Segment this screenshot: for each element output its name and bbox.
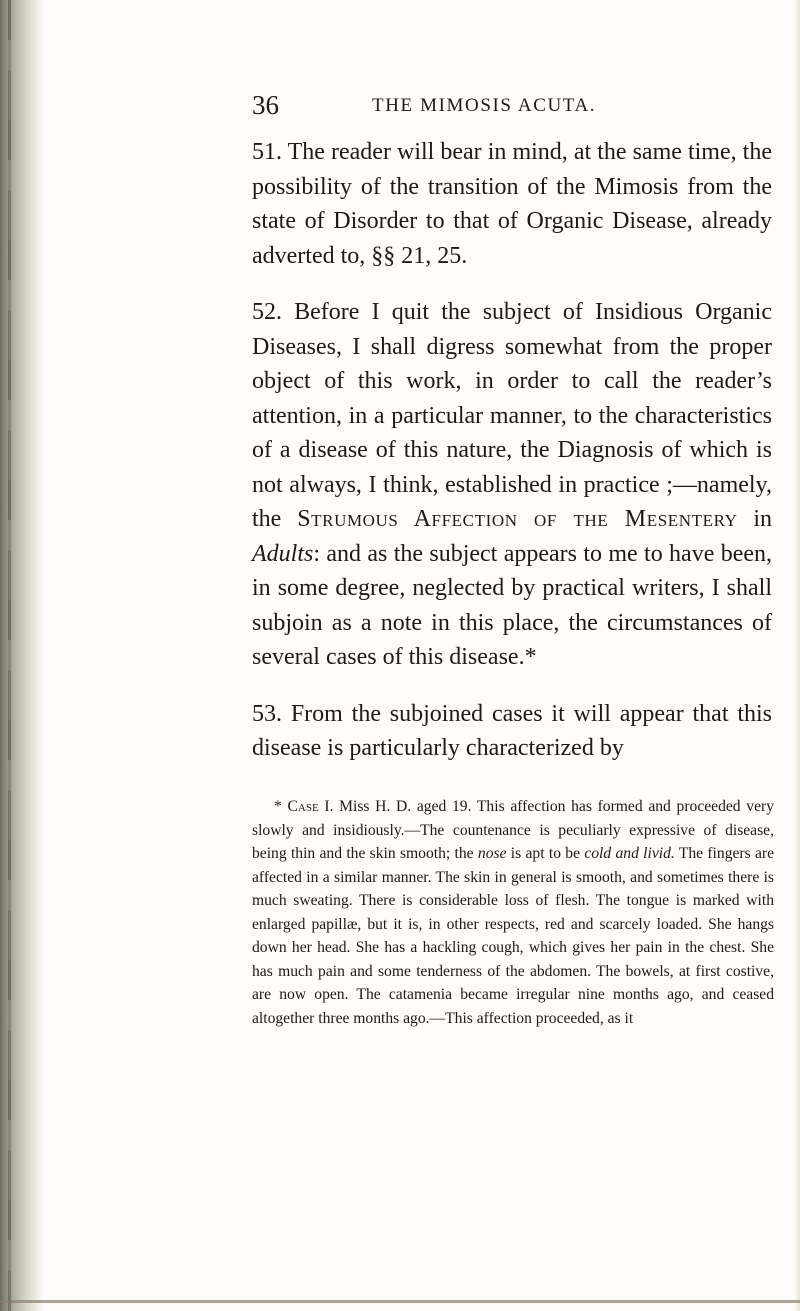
paragraph-52-text: 52. Before I quit the subject of Insidious Organic Diseases, I shall digress somewhat from the proper object of this work, in order to call the reader’s attention, in a particular manner, to the characteristics of a disease of this nature, the Diagnosis of which is not always, I think, established in practice ;—namely, the	[252, 299, 772, 532]
page-edge	[794, 0, 800, 1311]
book-gutter	[0, 0, 44, 1311]
footnote-marker: *	[274, 798, 288, 815]
page-header	[252, 90, 772, 120]
footnote	[252, 795, 774, 1030]
paragraph-53	[252, 697, 772, 766]
running-title: THE MIMOSIS ACUTA.	[372, 95, 597, 116]
footnote-text-3: The fingers are affected in a similar manner. The skin in general is smooth, and sometimes there is much sweating. There is considerable loss of flesh. The tongue is marked with enlarged papillæ, but it is, in other respects, red and scarcely loaded. She hangs down her head. She has a hackling cough, which gives her pain in the chest. She has much pain and some tenderness of the abdomen. The bowels, at first costive, are now open. The catamenia became irregular nine months ago, and ceased altogether three months ago.—This affection proceeded, as it	[252, 845, 775, 1027]
strumous-affection-term: Strumous Affection of the Mesentery	[297, 506, 738, 532]
paragraph-51-text: 51. The reader will bear in mind, at the same time, the possibility of the transition of the Mimosis from the state of Disorder to that of Organic Disease, already adverted to, §§ 21, 25.	[252, 139, 772, 269]
footnote-case-label: Case I.	[287, 798, 334, 815]
footnote-text-2: is apt to be	[506, 845, 585, 862]
page-bottom-edge	[0, 1300, 800, 1303]
footnote-text: Miss H. D. aged 19. This affection has formed and proceeded very slowly and insidiously.—The countenance is peculiarly expressive of disease, being thin and the skin smooth; the	[252, 798, 775, 862]
paragraph-51	[252, 135, 772, 273]
book-page	[252, 0, 775, 1300]
paragraph-52-text-end: : and as the subject appears to me to have been, in some degree, neglected by practical writers, I shall subjoin as a note in this place, the circumstances of several cases of this disease.*	[252, 540, 772, 670]
paragraph-52-connector: in	[737, 506, 773, 532]
adults-term: Adults	[252, 540, 314, 567]
body-text	[252, 135, 772, 766]
footnote-cold-livid-term: cold and livid.	[584, 845, 675, 862]
page-number: 36	[252, 90, 279, 120]
paragraph-52	[252, 295, 772, 675]
footnote-nose-term: nose	[477, 845, 507, 862]
paragraph-53-text: 53. From the subjoined cases it will appear that this disease is particularly characterized by	[252, 700, 772, 761]
